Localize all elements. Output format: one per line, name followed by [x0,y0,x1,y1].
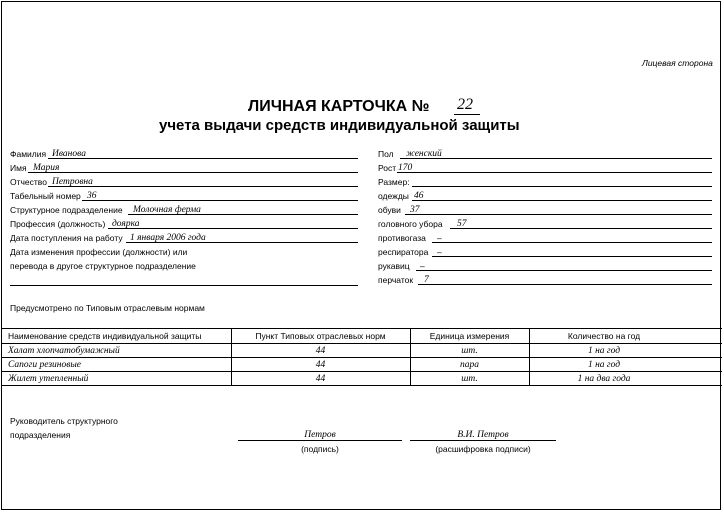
hire-date-label: Дата поступления на работу [10,233,123,243]
card-title [248,98,429,116]
table-row-border [2,357,722,358]
table-bottom-border [2,385,722,386]
gloves-value: 7 [424,275,429,285]
name-value: Мария [33,163,60,173]
row-quantity: 1 на два года [577,374,631,384]
size-line [412,186,712,187]
table-header-border [2,343,722,344]
row-unit: шт. [461,346,478,356]
table-header-unit: Единица измерения [429,331,510,341]
height-label: Рост [378,163,397,173]
respirator-label: респиратора [378,247,429,257]
row-unit: пара [460,360,479,370]
row-item-name: Халат хлопчатобумажный [8,346,120,356]
decoding-caption: (расшифровка подписи) [435,444,531,454]
hire-date-value: 1 января 2006 года [130,233,206,243]
table-row-border [2,371,722,372]
department-value: Молочная ферма [133,205,201,215]
table-header-qty: Количество на год [567,331,641,341]
gender-value: женский [406,149,442,159]
norms-note: Предусмотрено по Типовым отраслевым нормам [10,303,205,313]
row-quantity: 1 на год [587,346,621,356]
surname-line [48,158,358,159]
height-value: 170 [398,163,413,173]
patronymic-label: Отчество [10,177,47,187]
change-label-2: перевода в другое структурное подразделение [10,261,196,271]
headwear-value: 57 [457,219,467,229]
gloves-line [418,284,712,285]
decoding-line [410,440,556,441]
gender-line [400,158,712,159]
gender-label: Пол [378,149,394,159]
signature-caption: (подпись) [301,444,339,454]
head-label-1: Руководитель структурного [10,416,118,426]
row-quantity: 1 на год [587,360,621,370]
row-norm-point: 44 [315,374,326,384]
shoes-value: 37 [410,205,420,215]
gasmask-value: – [437,233,442,243]
clothing-value: 46 [414,191,424,201]
patronymic-line [48,186,358,187]
respirator-line [432,256,712,257]
signature-value: Петров [304,430,336,440]
card-subtitle: учета выдачи средств индивидуальной защиты [159,117,520,134]
mittens-line [416,270,712,271]
respirator-value: – [437,247,442,257]
clothing-line [412,200,712,201]
profession-label: Профессия (должность) [10,219,106,229]
table-header-norm: Пункт Типовых отраслевых норм [255,331,386,341]
head-label-2: подразделения [10,430,71,440]
signature-line [238,440,402,441]
row-norm-point: 44 [315,360,326,370]
gasmask-line [432,242,712,243]
headwear-label: головного убора [378,219,443,229]
table-header-name: Наименование средств индивидуальной защиты [8,331,202,341]
profession-value: доярка [112,219,140,229]
patronymic-value: Петровна [52,177,93,187]
tab-number-line [82,200,358,201]
gloves-label: перчаток [378,275,414,285]
card-number: 22 [457,96,473,113]
tab-number-value: 36 [87,191,97,201]
surname-label: Фамилия [10,149,47,159]
card-number-field [454,96,480,115]
side-note: Лицевая сторона [642,58,713,68]
change-label-1: Дата изменения профессии (должности) или [10,247,188,257]
headwear-line [450,228,712,229]
gasmask-label: противогаза [378,233,426,243]
name-label: Имя [10,163,27,173]
height-line [397,172,712,173]
size-label: Размер: [378,177,410,187]
table-top-border [2,328,722,329]
clothing-label: одежды [378,191,409,201]
row-item-name: Сапоги резиновые [8,360,82,370]
department-label: Структурное подразделение [10,205,123,215]
mittens-label: рукавиц [378,261,410,271]
row-item-name: Жилет утепленный [8,374,89,384]
profession-line [108,228,358,229]
shoes-label: обуви [378,205,401,215]
row-norm-point: 44 [315,346,326,356]
surname-value: Иванова [52,149,86,159]
row-unit: шт. [461,374,478,384]
mittens-value: – [420,261,425,271]
shoes-line [405,214,712,215]
decoding-value: В.И. Петров [457,430,509,440]
card-title-prefix: ЛИЧНАЯ КАРТОЧКА № [248,98,430,115]
tab-number-label: Табельный номер [10,191,81,201]
name-line [28,172,358,173]
change-line [10,285,358,286]
